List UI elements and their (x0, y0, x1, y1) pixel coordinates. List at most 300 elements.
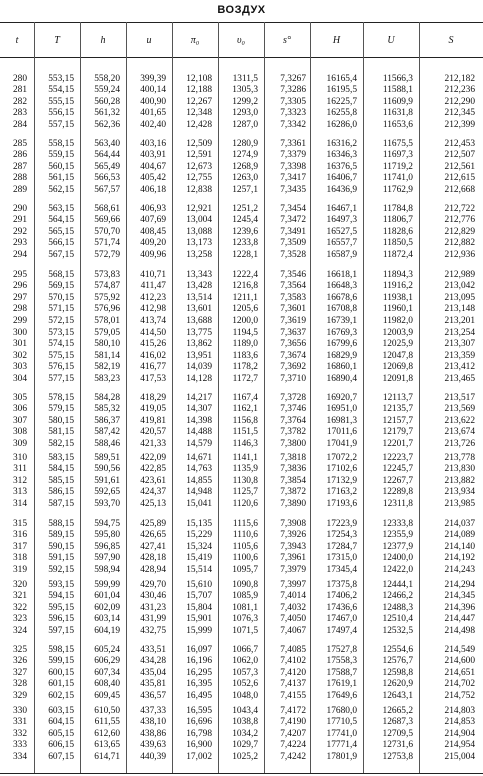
table-cell: 12245,7 (382, 464, 413, 475)
table-row (0, 603, 483, 614)
table-cell: 7,3583 (280, 292, 306, 303)
table-cell: 416,02 (140, 350, 166, 361)
table-cell: 213,095 (444, 292, 475, 303)
table-row (0, 185, 483, 196)
table-row (0, 476, 483, 487)
table-cell: 7,4137 (280, 679, 306, 690)
table-cell: 406,93 (140, 204, 166, 214)
table-cell: 11675,5 (382, 139, 413, 149)
table-cell: 7,3890 (280, 498, 306, 509)
table-row (0, 108, 483, 119)
table-cell: 1052,6 (232, 679, 258, 690)
table-cell: 11960,1 (382, 304, 413, 315)
table-row (0, 74, 483, 85)
table-cell: 7,3872 (280, 487, 306, 498)
table-cell: 408,45 (140, 226, 166, 237)
table-cell: 419,81 (140, 415, 166, 426)
table-cell: 7,3491 (280, 226, 306, 237)
table-cell: 7,3764 (280, 415, 306, 426)
table-cell: 17223,9 (326, 519, 357, 529)
table-cell: 595,80 (94, 530, 120, 541)
table-cell: 424,37 (140, 487, 166, 498)
table-row (0, 591, 483, 602)
table-cell: 7,3710 (280, 373, 306, 384)
table-cell: 7,3435 (280, 184, 306, 195)
table-row (0, 530, 483, 541)
table-cell: 590,56 (94, 464, 120, 475)
table-cell: 15,999 (186, 625, 212, 636)
table-cell: 595,15 (48, 602, 74, 613)
table-row (0, 227, 483, 238)
table-cell: 1135,9 (232, 464, 258, 475)
table-cell: 417,53 (140, 373, 166, 384)
table-cell: 562,36 (94, 119, 120, 130)
table-cell: 16,798 (186, 728, 212, 739)
table-row (0, 85, 483, 96)
table-cell: 7,3619 (280, 315, 306, 326)
table-cell: 7,3454 (280, 204, 306, 214)
table-cell: 14,217 (186, 393, 212, 403)
table-cell: 307 (12, 415, 27, 426)
table-cell: 428,94 (140, 564, 166, 575)
table-cell: 17072,2 (326, 453, 357, 463)
table-cell: 214,140 (444, 541, 475, 552)
table-cell: 16195,5 (326, 85, 357, 96)
table-cell: 15,229 (186, 530, 212, 541)
table-cell: 16648,3 (326, 281, 357, 292)
table-cell: 13,428 (186, 281, 212, 292)
table-cell: 609,45 (94, 690, 120, 701)
table-cell: 306 (12, 404, 27, 415)
table-cell: 421,33 (140, 438, 166, 449)
table-cell: 7,3472 (280, 215, 306, 226)
table-cell: 1228,1 (232, 249, 258, 260)
table-cell: 11697,3 (382, 150, 413, 161)
table-cell: 1038,8 (232, 717, 258, 728)
table-row (0, 645, 483, 656)
table-cell: 559,15 (48, 150, 74, 161)
table-cell: 591,15 (48, 553, 74, 564)
table-cell: 16,595 (186, 706, 212, 716)
row-group (0, 645, 483, 702)
table-cell: 17406,2 (326, 591, 357, 602)
table-cell: 599,99 (94, 580, 120, 590)
table-cell: 589,51 (94, 453, 120, 463)
table-cell: 11806,7 (382, 215, 413, 226)
table-cell: 405,42 (140, 173, 166, 184)
table-cell: 16829,9 (326, 350, 357, 361)
table-cell: 1081,1 (232, 602, 258, 613)
table-cell: 566,53 (94, 173, 120, 184)
table-cell: 569,66 (94, 215, 120, 226)
table-cell: 17315,0 (326, 553, 357, 564)
table-cell: 12665,2 (382, 706, 413, 716)
column-header-4: π₀ (190, 35, 200, 46)
table-cell: 334 (12, 751, 27, 762)
table-cell: 1141,1 (232, 453, 258, 463)
table-cell: 213,307 (444, 339, 475, 350)
table-cell: 1048,0 (232, 690, 258, 701)
column-header-0: t (15, 35, 19, 46)
table-cell: 573,15 (48, 328, 74, 338)
table-row (0, 150, 483, 161)
table-cell: 572,15 (48, 315, 74, 326)
table-cell: 1251,2 (232, 204, 258, 214)
table-cell: 12643,1 (382, 690, 413, 701)
table-cell: 1299,2 (232, 96, 258, 107)
table-cell: 586,37 (94, 415, 120, 426)
table-cell: 12069,8 (382, 362, 413, 373)
table-cell: 298 (12, 304, 27, 315)
table-cell: 401,65 (140, 108, 166, 119)
table-cell: 16467,1 (326, 204, 357, 214)
table-cell: 15,610 (186, 580, 212, 590)
table-cell: 1167,4 (232, 393, 258, 403)
table-cell: 431,23 (140, 602, 166, 613)
table-cell: 588,15 (48, 519, 74, 529)
table-cell: 16255,8 (326, 108, 357, 119)
table-row (0, 351, 483, 362)
table-cell: 7,3656 (280, 339, 306, 350)
top-rule (0, 22, 483, 23)
table-cell: 581,15 (48, 427, 74, 438)
table-cell: 328 (12, 679, 27, 690)
table-cell: 593,70 (94, 498, 120, 509)
table-cell: 7,3509 (280, 238, 306, 249)
table-row (0, 304, 483, 315)
table-cell: 1287,0 (232, 119, 258, 130)
table-cell: 1110,6 (232, 530, 258, 541)
table-cell: 412,98 (140, 304, 166, 315)
table-cell: 425,13 (140, 498, 166, 509)
table-cell: 606,29 (94, 656, 120, 667)
table-cell: 1076,3 (232, 614, 258, 625)
table-cell: 435,81 (140, 679, 166, 690)
table-cell: 611,55 (94, 717, 120, 728)
table-row (0, 374, 483, 385)
table-cell: 1034,2 (232, 728, 258, 739)
table-cell: 1062,0 (232, 656, 258, 667)
table-cell: 16769,3 (326, 328, 357, 338)
table-cell: 292 (12, 226, 27, 237)
table-cell: 12091,8 (382, 373, 413, 384)
table-cell: 16618,1 (326, 270, 357, 280)
table-cell: 1085,9 (232, 591, 258, 602)
table-cell: 414,50 (140, 328, 166, 338)
table-cell: 12,673 (186, 161, 212, 172)
table-cell: 607,34 (94, 667, 120, 678)
table-cell: 12025,9 (382, 339, 413, 350)
table-row (0, 487, 483, 498)
table-row (0, 404, 483, 415)
table-cell: 214,954 (444, 740, 475, 751)
table-cell: 604,19 (94, 625, 120, 636)
table-cell: 321 (12, 591, 27, 602)
table-cell: 613,65 (94, 740, 120, 751)
table-row (0, 97, 483, 108)
table-cell: 16225,7 (326, 96, 357, 107)
table-cell: 12157,7 (382, 415, 413, 426)
table-row (0, 656, 483, 667)
table-cell: 1205,6 (232, 304, 258, 315)
table-cell: 304 (12, 373, 27, 384)
table-cell: 608,40 (94, 679, 120, 690)
table-cell: 300 (12, 328, 27, 338)
table-row (0, 580, 483, 591)
table-cell: 317 (12, 541, 27, 552)
table-cell: 280 (12, 74, 27, 84)
table-cell: 399,39 (140, 74, 166, 84)
table-cell: 438,10 (140, 717, 166, 728)
table-cell: 16,295 (186, 667, 212, 678)
table-cell: 17,002 (186, 751, 212, 762)
table-cell: 214,294 (444, 580, 475, 590)
table-cell: 12,267 (186, 96, 212, 107)
table-cell: 7,3305 (280, 96, 306, 107)
table-cell: 11784,8 (382, 204, 413, 214)
table-cell: 430,46 (140, 591, 166, 602)
table-cell: 7,3926 (280, 530, 306, 541)
table-cell: 1245,4 (232, 215, 258, 226)
table-cell: 327 (12, 667, 27, 678)
table-cell: 602,15 (48, 690, 74, 701)
table-cell: 308 (12, 427, 27, 438)
table-row (0, 542, 483, 553)
table-cell: 16286,0 (326, 119, 357, 130)
table-cell: 560,15 (48, 161, 74, 172)
table-cell: 411,47 (140, 281, 166, 292)
row-group (0, 74, 483, 131)
table-cell: 590,15 (48, 541, 74, 552)
table-row (0, 626, 483, 637)
table-cell: 16346,3 (326, 150, 357, 161)
table-cell: 592,65 (94, 487, 120, 498)
table-cell: 13,688 (186, 315, 212, 326)
table-cell: 586,15 (48, 487, 74, 498)
table-cell: 7,3323 (280, 108, 306, 119)
column-header-1: T (54, 35, 60, 46)
table-row (0, 162, 483, 173)
table-cell: 13,862 (186, 339, 212, 350)
table-cell: 1211,1 (232, 292, 258, 303)
table-cell: 1100,6 (232, 553, 258, 564)
table-cell: 309 (12, 438, 27, 449)
table-cell: 17193,6 (326, 498, 357, 509)
table-cell: 11894,3 (382, 270, 413, 280)
bottom-rule (0, 773, 483, 774)
table-cell: 13,514 (186, 292, 212, 303)
table-cell: 16,495 (186, 690, 212, 701)
table-cell: 212,507 (444, 150, 475, 161)
table-cell: 1156,8 (232, 415, 258, 426)
table-cell: 1043,4 (232, 706, 258, 716)
table-cell: 17680,0 (326, 706, 357, 716)
table-cell: 599,15 (48, 656, 74, 667)
table-cell: 415,26 (140, 339, 166, 350)
table-cell: 584,15 (48, 464, 74, 475)
table-cell: 572,79 (94, 249, 120, 260)
table-cell: 214,904 (444, 728, 475, 739)
row-group (0, 706, 483, 763)
table-cell: 1183,6 (232, 350, 258, 361)
column-header-8: U (387, 35, 395, 46)
table-cell: 587,15 (48, 498, 74, 509)
table-cell: 212,561 (444, 161, 475, 172)
table-cell: 407,69 (140, 215, 166, 226)
table-cell: 214,396 (444, 602, 475, 613)
row-group (0, 139, 483, 196)
table-cell: 571,74 (94, 238, 120, 249)
table-cell: 15,901 (186, 614, 212, 625)
table-cell: 1280,9 (232, 139, 258, 149)
table-cell: 12,108 (186, 74, 212, 84)
table-cell: 12709,5 (382, 728, 413, 739)
table-cell: 1216,8 (232, 281, 258, 292)
table-cell: 313 (12, 487, 27, 498)
table-cell: 17619,1 (326, 679, 357, 690)
table-cell: 212,453 (444, 139, 475, 149)
table-row (0, 614, 483, 625)
table-cell: 1268,9 (232, 161, 258, 172)
table-cell: 563,15 (48, 204, 74, 214)
table-cell: 16739,1 (326, 315, 357, 326)
table-cell: 16406,7 (326, 173, 357, 184)
table-cell: 7,3342 (280, 119, 306, 130)
table-cell: 311 (13, 464, 27, 475)
table-cell: 214,803 (444, 706, 475, 716)
table-cell: 1233,8 (232, 238, 258, 249)
table-cell: 582,15 (48, 438, 74, 449)
table-cell: 7,3546 (280, 270, 306, 280)
table-row (0, 139, 483, 150)
table-cell: 403,16 (140, 139, 166, 149)
table-cell: 213,985 (444, 498, 475, 509)
table-cell: 603,15 (48, 706, 74, 716)
table-cell: 420,57 (140, 427, 166, 438)
table-cell: 301 (12, 339, 27, 350)
table-cell: 285 (12, 139, 27, 149)
table-cell: 574,15 (48, 339, 74, 350)
table-cell: 7,4032 (280, 602, 306, 613)
header-rule (0, 57, 483, 58)
table-cell: 288 (12, 173, 27, 184)
table-row (0, 393, 483, 404)
table-cell: 589,15 (48, 530, 74, 541)
table-cell: 12289,8 (382, 487, 413, 498)
table-cell: 7,3979 (280, 564, 306, 575)
table-cell: 598,94 (94, 564, 120, 575)
table-row (0, 215, 483, 226)
table-cell: 214,345 (444, 591, 475, 602)
table-row (0, 499, 483, 510)
table-cell: 7,4155 (280, 690, 306, 701)
table-cell: 322 (12, 602, 27, 613)
table-cell: 580,10 (94, 339, 120, 350)
table-cell: 13,601 (186, 304, 212, 315)
table-cell: 295 (12, 270, 27, 280)
table-cell: 213,622 (444, 415, 475, 426)
table-cell: 404,67 (140, 161, 166, 172)
table-cell: 7,3398 (280, 161, 306, 172)
table-cell: 213,726 (444, 438, 475, 449)
table-cell: 17102,6 (326, 464, 357, 475)
table-row (0, 120, 483, 131)
table-cell: 17254,3 (326, 530, 357, 541)
table-cell: 7,3854 (280, 475, 306, 486)
table-cell: 556,15 (48, 108, 74, 119)
table-cell: 293 (12, 238, 27, 249)
table-cell: 596,15 (48, 614, 74, 625)
table-cell: 15,324 (186, 541, 212, 552)
table-row (0, 281, 483, 292)
table-cell: 14,855 (186, 475, 212, 486)
column-header-2: h (100, 35, 106, 46)
table-cell: 1066,7 (232, 645, 258, 655)
table-cell: 1189,0 (232, 339, 258, 350)
table-cell: 15,041 (186, 498, 212, 509)
table-cell: 603,14 (94, 614, 120, 625)
table-cell: 418,29 (140, 393, 166, 403)
table-cell: 214,651 (444, 667, 475, 678)
table-cell: 12598,8 (382, 667, 413, 678)
table-row (0, 691, 483, 702)
table-cell: 7,3943 (280, 541, 306, 552)
table-cell: 600,15 (48, 667, 74, 678)
table-cell: 12003,9 (382, 328, 413, 338)
table-cell: 212,936 (444, 249, 475, 260)
column-header-7: H (332, 35, 341, 46)
table-cell: 212,399 (444, 119, 475, 130)
table-cell: 602,09 (94, 602, 120, 613)
table-cell: 331 (12, 717, 27, 728)
column-header-5: υ₀ (236, 35, 246, 46)
table-cell: 558,15 (48, 139, 74, 149)
row-group (0, 519, 483, 576)
table-row (0, 729, 483, 740)
table-cell: 12400,0 (382, 553, 413, 564)
table-cell: 212,236 (444, 85, 475, 96)
table-cell: 16165,4 (326, 74, 357, 84)
table-cell: 16860,1 (326, 362, 357, 373)
table-cell: 16316,2 (326, 139, 357, 149)
table-row (0, 316, 483, 327)
table-cell: 601,04 (94, 591, 120, 602)
table-cell: 605,15 (48, 728, 74, 739)
table-cell: 16587,9 (326, 249, 357, 260)
table-cell: 1162,1 (232, 404, 258, 415)
table-cell: 434,28 (140, 656, 166, 667)
table-cell: 432,75 (140, 625, 166, 636)
table-cell: 12731,6 (382, 740, 413, 751)
table-cell: 1200,0 (232, 315, 258, 326)
table-cell: 1029,7 (232, 740, 258, 751)
row-group (0, 270, 483, 327)
table-cell: 7,3782 (280, 427, 306, 438)
table-cell: 7,4172 (280, 706, 306, 716)
table-cell: 16376,5 (326, 161, 357, 172)
table-cell: 299 (12, 315, 27, 326)
table-cell: 567,57 (94, 184, 120, 195)
table-cell: 14,398 (186, 415, 212, 426)
table-cell: 597,90 (94, 553, 120, 564)
table-row (0, 362, 483, 373)
table-cell: 290 (12, 204, 27, 214)
table-cell: 435,04 (140, 667, 166, 678)
table-cell: 297 (12, 292, 27, 303)
table-cell: 17163,2 (326, 487, 357, 498)
table-cell: 302 (12, 350, 27, 361)
table-cell: 17011,6 (326, 427, 357, 438)
